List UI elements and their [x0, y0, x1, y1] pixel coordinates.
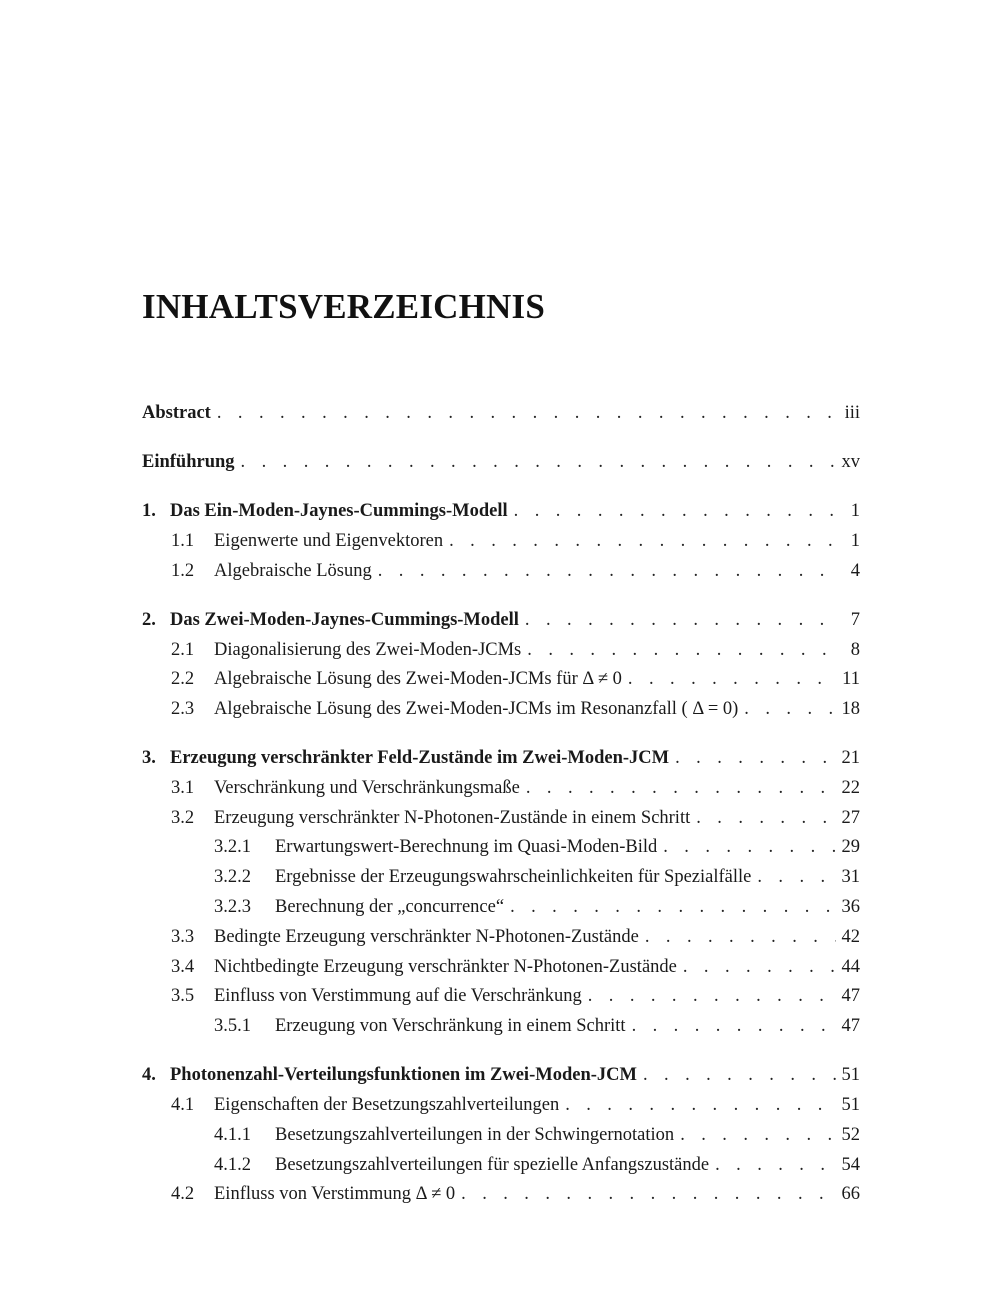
toc-entry-title: Ergebnisse der Erzeugungswahrscheinlichkeiten für Spezialfälle [275, 867, 752, 887]
toc-entry-page: 1 [850, 531, 860, 551]
toc-entry[interactable] [142, 1122, 860, 1148]
toc-entry[interactable] [142, 666, 860, 692]
toc-entry[interactable] [142, 924, 860, 950]
toc-entry-number: 3.4 [171, 957, 195, 977]
leader-dots [519, 607, 836, 633]
toc-entry-title: Nichtbedingte Erzeugung verschränkter N-Photonen-Zustände [214, 957, 677, 977]
toc-entry-number: 3. [142, 748, 156, 768]
page-title: INHALTSVERZEICHNIS [142, 287, 546, 326]
toc-entry[interactable] [142, 1152, 860, 1178]
leader-dots [674, 1122, 836, 1148]
toc-entry-title: Einführung [142, 452, 235, 472]
toc-entry-title: Einfluss von Verstimmung auf die Verschränkung [214, 986, 582, 1006]
toc-entry-number: 3.2.2 [214, 867, 251, 887]
toc-entry-number: 1.2 [171, 561, 195, 581]
toc-entry-number: 3.2.1 [214, 837, 251, 857]
toc-entry-title: Erzeugung von Verschränkung in einem Schritt [275, 1016, 626, 1036]
toc-entry[interactable] [142, 449, 860, 475]
leader-dots [690, 805, 836, 831]
leader-dots [455, 1181, 836, 1207]
toc-entry[interactable] [142, 1092, 860, 1118]
toc-entry[interactable] [142, 558, 860, 584]
leader-dots [657, 834, 836, 860]
toc-entry-title: Eigenwerte und Eigenvektoren [214, 531, 444, 551]
toc-entry-title: Diagonalisierung des Zwei-Moden-JCMs [214, 640, 522, 660]
toc-entry-number: 3.2.3 [214, 897, 251, 917]
toc-entry-number: 1. [142, 501, 156, 521]
toc-entry-page: 4 [850, 561, 860, 581]
toc-entry-number: 4. [142, 1065, 156, 1085]
leader-dots [211, 400, 836, 426]
toc-entry-page: 31 [841, 867, 860, 887]
toc-entry[interactable] [142, 498, 860, 524]
toc-entry-title: Einfluss von Verstimmung Δ ≠ 0 [214, 1184, 456, 1204]
toc-entry-page: 21 [841, 748, 860, 768]
toc-entry-page: 29 [841, 837, 860, 857]
toc-entry[interactable] [142, 775, 860, 801]
leader-dots [677, 954, 836, 980]
leader-dots [639, 924, 836, 950]
toc-entry-page: 44 [841, 957, 860, 977]
toc-entry-page: 1 [850, 501, 860, 521]
leader-dots [751, 864, 836, 890]
toc-entry-page: 18 [841, 699, 860, 719]
toc-entry-page: 22 [841, 778, 860, 798]
toc-entry[interactable] [142, 400, 860, 426]
toc-entry-title: Algebraische Lösung des Zwei-Moden-JCMs für Δ ≠ 0 [214, 669, 622, 689]
leader-dots [508, 498, 836, 524]
toc-entry-title: Erwartungswert-Berechnung im Quasi-Moden-Bild [275, 837, 658, 857]
toc-entry-title: Das Zwei-Moden-Jaynes-Cummings-Modell [170, 610, 519, 630]
toc-entry[interactable] [142, 864, 860, 890]
toc-entry-number: 3.3 [171, 927, 195, 947]
toc-entry[interactable] [142, 607, 860, 633]
toc-entry[interactable] [142, 696, 860, 722]
leader-dots [582, 983, 836, 1009]
leader-dots [235, 449, 836, 475]
toc-entry-number: 3.2 [171, 808, 195, 828]
toc-entry-title: Berechnung der „concurrence“ [275, 897, 505, 917]
toc-entry-number: 3.5.1 [214, 1016, 251, 1036]
toc-entry-title: Abstract [142, 403, 211, 423]
toc-entry-page: 54 [841, 1155, 860, 1175]
toc-entry-number: 2.3 [171, 699, 195, 719]
toc-entry-number: 4.2 [171, 1184, 195, 1204]
leader-dots [669, 745, 836, 771]
toc-entry-number: 2.1 [171, 640, 195, 660]
toc-entry-title: Algebraische Lösung des Zwei-Moden-JCMs im Resonanzfall ( Δ = 0) [214, 699, 739, 719]
toc-entry-title: Photonenzahl-Verteilungsfunktionen im Zwei-Moden-JCM [170, 1065, 637, 1085]
leader-dots [622, 666, 836, 692]
toc-entry-number: 1.1 [171, 531, 195, 551]
toc-entry-title: Eigenschaften der Besetzungszahlverteilungen [214, 1095, 560, 1115]
toc-entry[interactable] [142, 745, 860, 771]
leader-dots [709, 1152, 836, 1178]
toc-entry[interactable] [142, 528, 860, 554]
toc-entry-page: 66 [841, 1184, 860, 1204]
leader-dots [443, 528, 836, 554]
leader-dots [372, 558, 836, 584]
toc-entry-page: xv [841, 452, 860, 472]
toc-entry-page: 27 [841, 808, 860, 828]
toc-entry-title: Algebraische Lösung [214, 561, 372, 581]
toc-entry-title: Besetzungszahlverteilungen für spezielle Anfangszustände [275, 1155, 710, 1175]
toc-entry-number: 3.5 [171, 986, 195, 1006]
leader-dots [738, 696, 836, 722]
toc-entry[interactable] [142, 637, 860, 663]
toc-entry-title: Besetzungszahlverteilungen in der Schwingernotation [275, 1125, 675, 1145]
toc-entry[interactable] [142, 834, 860, 860]
leader-dots [521, 637, 836, 663]
toc-entry-page: 51 [841, 1065, 860, 1085]
toc-entry[interactable] [142, 954, 860, 980]
toc-entry[interactable] [142, 1181, 860, 1207]
toc-entry-title: Erzeugung verschränkter N-Photonen-Zustände in einem Schritt [214, 808, 691, 828]
toc-entry-number: 4.1.2 [214, 1155, 251, 1175]
toc-entry-number: 4.1.1 [214, 1125, 251, 1145]
toc-entry-number: 3.1 [171, 778, 195, 798]
toc-entry-page: 47 [841, 1016, 860, 1036]
toc-entry-number: 2. [142, 610, 156, 630]
leader-dots [520, 775, 836, 801]
leader-dots [559, 1092, 836, 1118]
toc-entry-page: 52 [841, 1125, 860, 1145]
toc-entry-title: Erzeugung verschränkter Feld-Zustände im Zwei-Moden-JCM [170, 748, 670, 768]
toc-entry-number: 4.1 [171, 1095, 195, 1115]
toc-entry-page: 8 [850, 640, 860, 660]
toc-entry-title: Bedingte Erzeugung verschränkter N-Photonen-Zustände [214, 927, 639, 947]
toc-entry-page: 36 [841, 897, 860, 917]
toc-entry-page: 42 [841, 927, 860, 947]
leader-dots [504, 894, 836, 920]
toc-entry[interactable] [142, 1062, 860, 1088]
toc-entry-page: iii [844, 403, 860, 423]
toc-entry-page: 51 [841, 1095, 860, 1115]
toc-entry[interactable] [142, 805, 860, 831]
toc-entry[interactable] [142, 894, 860, 920]
toc-entry-page: 47 [841, 986, 860, 1006]
toc-entry-title: Das Ein-Moden-Jaynes-Cummings-Modell [170, 501, 508, 521]
toc-entry-page: 11 [842, 669, 860, 689]
toc-entry[interactable] [142, 983, 860, 1009]
leader-dots [637, 1062, 836, 1088]
toc-entry-page: 7 [850, 610, 860, 630]
toc-entry-number: 2.2 [171, 669, 195, 689]
toc-entry-title: Verschränkung und Verschränkungsmaße [214, 778, 520, 798]
toc-entry[interactable] [142, 1013, 860, 1039]
leader-dots [626, 1013, 836, 1039]
